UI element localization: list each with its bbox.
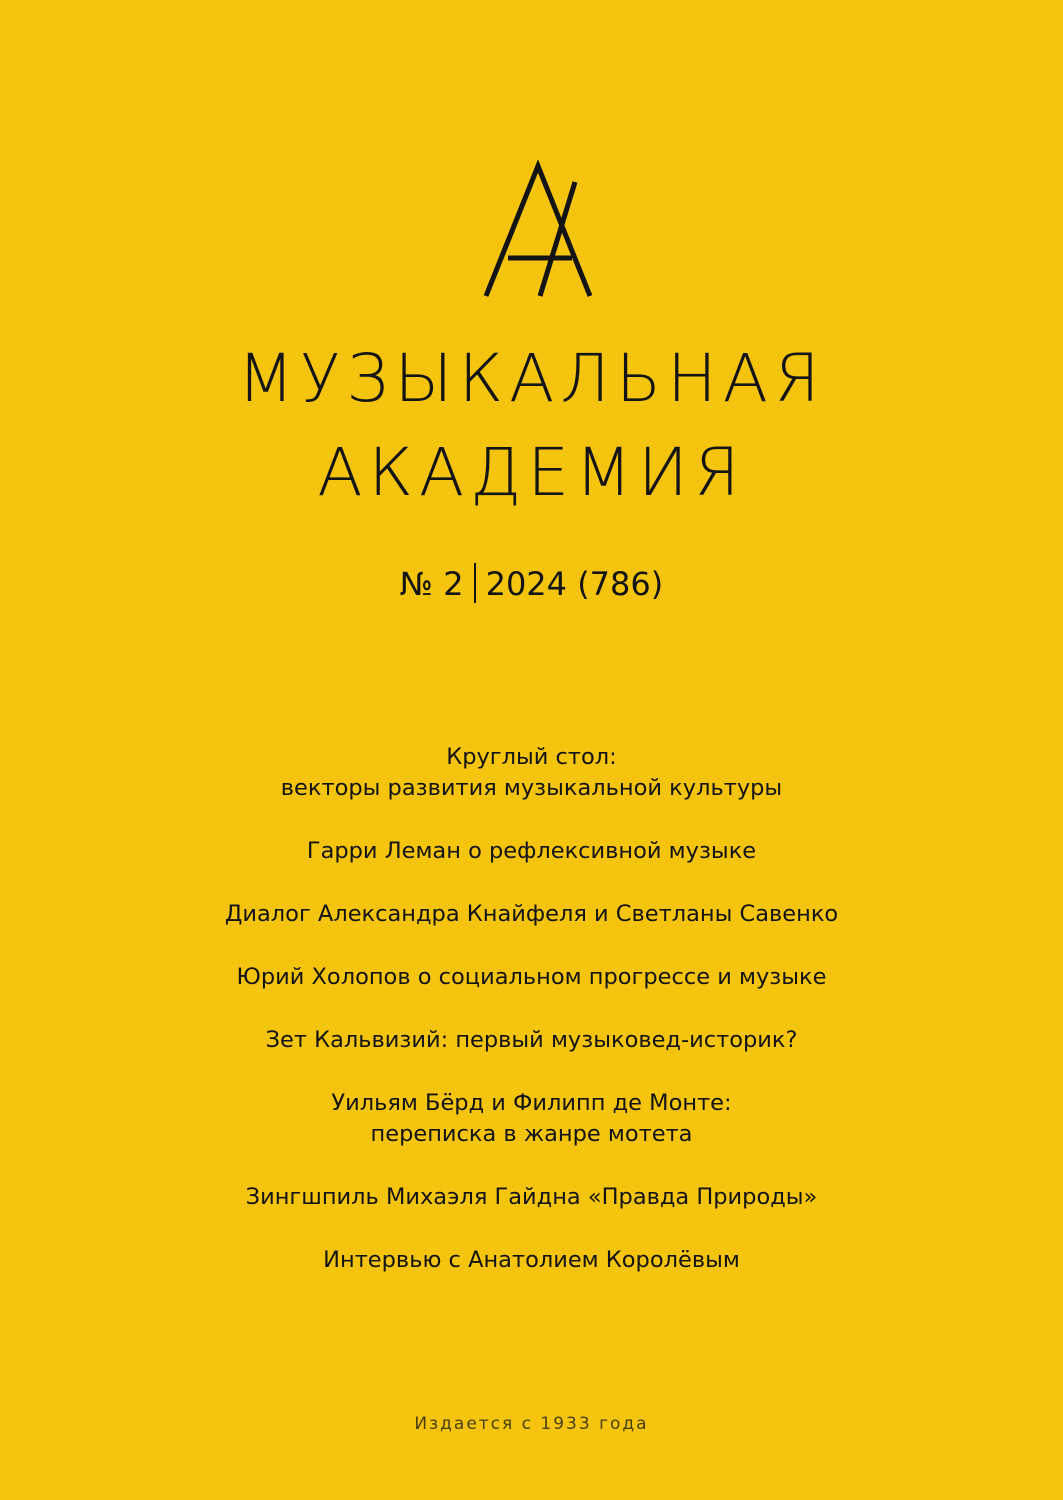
contents-item [0,1245,1063,1276]
contents-item [0,1182,1063,1213]
contents-item [0,962,1063,993]
contents-item-line: Уильям Бёрд и Филипп де Монте: [331,1090,732,1116]
issue-separator [474,563,476,603]
issue-info [0,563,1063,603]
contents-item-line: Круглый стол: [446,744,617,770]
issue-number: № 2 [399,565,464,603]
issue-year: 2024 (786) [485,565,664,603]
magazine-title-line1: МУЗЫКАЛЬНАЯ [237,340,826,417]
contents-item-line: векторы развития музыкальной культуры [280,775,783,801]
contents-item-line: переписка в жанре мотета [370,1121,693,1147]
contents-item [0,1088,1063,1150]
double-a-monogram-icon [480,160,592,300]
contents-item-line: Зет Кальвизий: первый музыковед-историк? [265,1027,798,1053]
contents-item [0,1025,1063,1056]
publication-footer: Издается с 1933 года [414,1414,649,1434]
contents-item-line: Диалог Александра Кнайфеля и Светланы Савенко [224,901,839,927]
table-of-contents [0,742,1063,1308]
magazine-title-line2: АКАДЕМИЯ [317,434,746,511]
contents-item-line: Зингшпиль Михаэля Гайдна «Правда Природы» [245,1184,818,1210]
contents-item [0,742,1063,804]
contents-item-line: Юрий Холопов о социальном прогрессе и музыке [236,964,827,990]
contents-item-line: Гарри Леман о рефлексивной музыке [306,838,757,864]
contents-item [0,899,1063,930]
contents-item [0,836,1063,867]
contents-item-line: Интервью с Анатолием Королёвым [323,1247,740,1273]
